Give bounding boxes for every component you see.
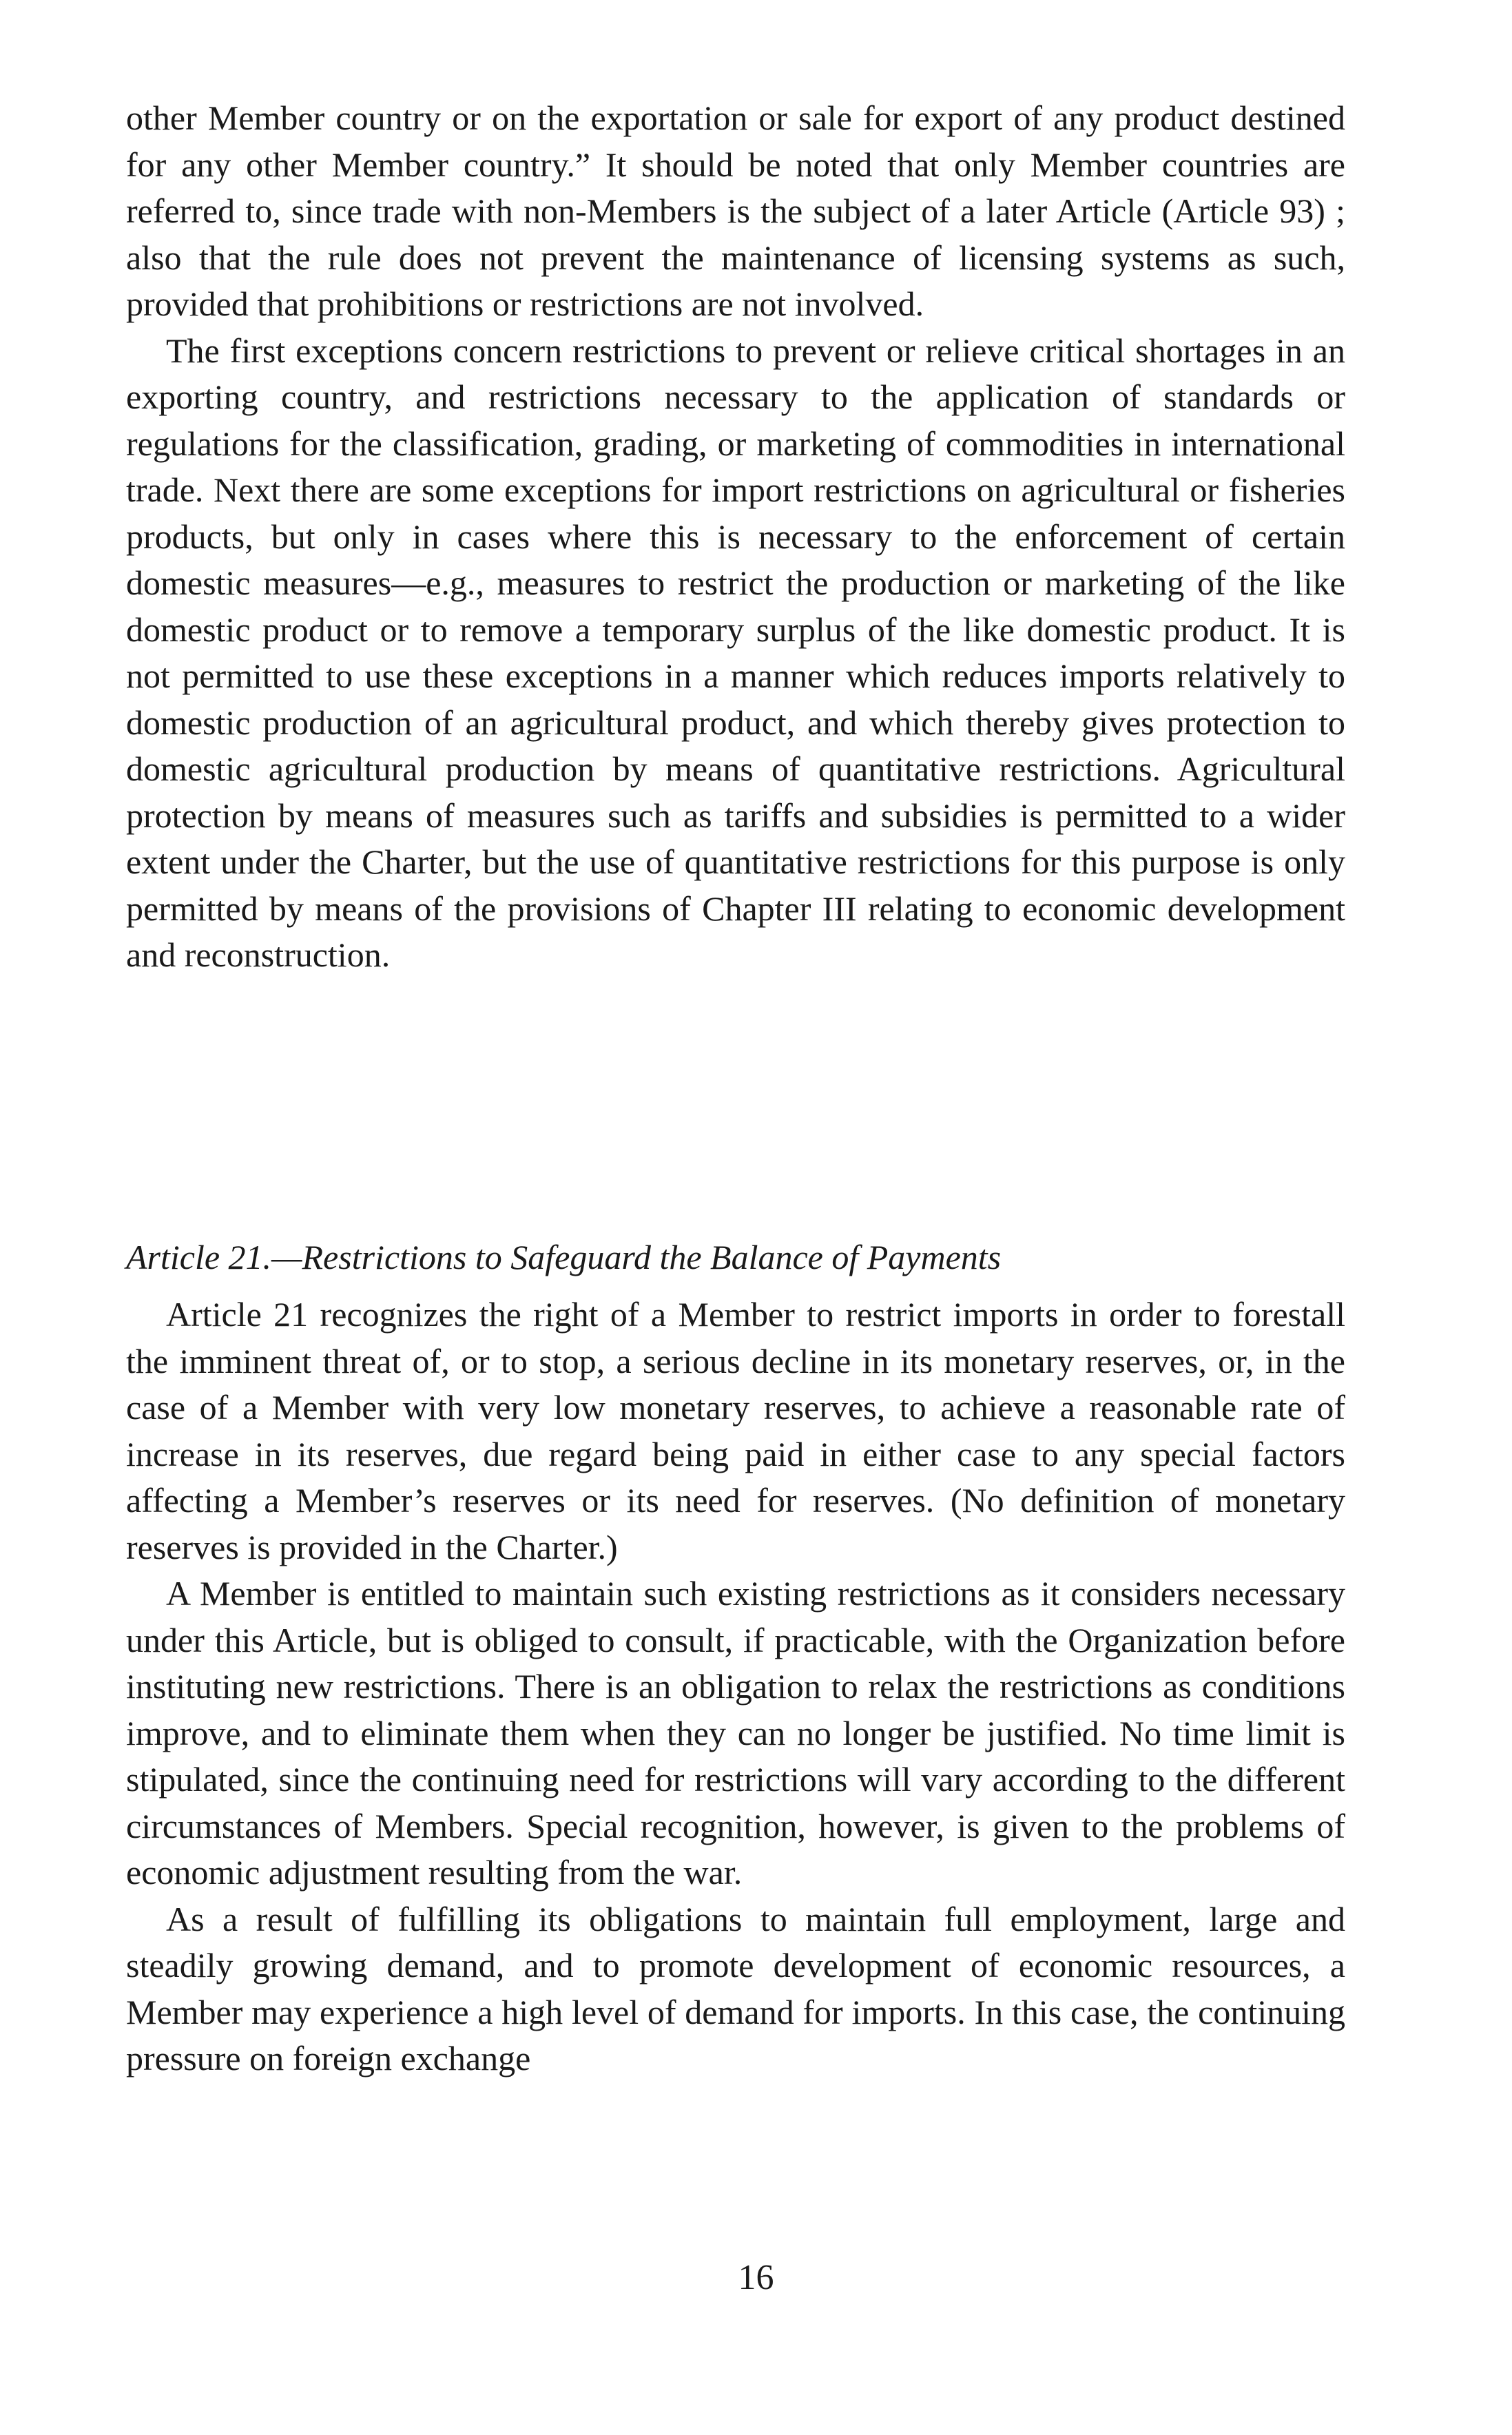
paragraph-article-21-right: Article 21 recognizes the right of a Member to restrict imports in order to forestall the imminent threat of, or to stop, a serious decline in its monetary reserves, or, in the case of a Member with very low monetary reserves, to achieve a reasonable rate of increase in its reserves, due regard being paid in either case to any special factors affecting a Member’s reserves or its need for reserves. (No definition of monetary reserves is provided in the Charter.): [126, 1295, 1345, 1566]
article-section: [126, 1292, 1345, 2082]
paragraph-existing-restrictions: A Member is entitled to maintain such existing restrictions as it considers necessary under this Article, but is obliged to consult, if practicable, with the Organization before instituting new restrictions. There is an obligation to relax the restrictions as conditions improve, and to eliminate them when they can no longer be justified. No time limit is stipulated, since the continuing need for restrictions will vary according to the different circumstances of Members. Special recognition, however, is given to the problems of economic adjustment resulting from the war.: [126, 1574, 1345, 1892]
paragraph-continuation: other Member country or on the exportation or sale for export of any product destined for any other Member country.” It should be noted that only Member countries are referred to, since trade with non-Members is the subject of a later Article (Article 93) ; also that the rule does not prevent the maintenance of licensing systems as such, provided that prohibitions or restrictions are not involved.: [126, 99, 1345, 323]
paragraph-exceptions: The first exceptions concern restrictions to prevent or relieve critical shortages in an exporting country, and restrictions necessary to the application of standards or regulations for the classification, grading, or marketing of commodities in international trade. Next there are some exceptions for import restrictions on agricultural or fisheries products, but only in cases where this is necessary to the enforcement of certain domestic measures—e.g., measures to restrict the production or marketing of the like domestic product or to remove a temporary surplus of the like domestic product. It is not permitted to use these exceptions in a manner which reduces imports relatively to domestic production of an agricultural product, and which thereby gives protection to domestic agricultural production by means of quantitative restrictions. Agricultural protection by means of measures such as tariffs and subsidies is permitted to a wider extent under the Charter, but the use of quantitative restrictions for this purpose is only permitted by means of the provisions of Chapter III relating to economic development and reconstruction.: [126, 331, 1345, 974]
paragraph-demand-imports: As a result of fulfilling its obligations to maintain full employment, large and steadily growing demand, and to promote development of economic resources, a Member may experience a high level of demand for imports. In this case, the continuing pressure on foreign exchange: [126, 1899, 1345, 2077]
article-21-heading-block: [126, 1234, 1345, 1281]
page-number: 16: [738, 2258, 774, 2297]
article-heading: Article 21.—Restrictions to Safeguard the Balance of Payments: [126, 1238, 1002, 1276]
top-section: [126, 95, 1345, 979]
